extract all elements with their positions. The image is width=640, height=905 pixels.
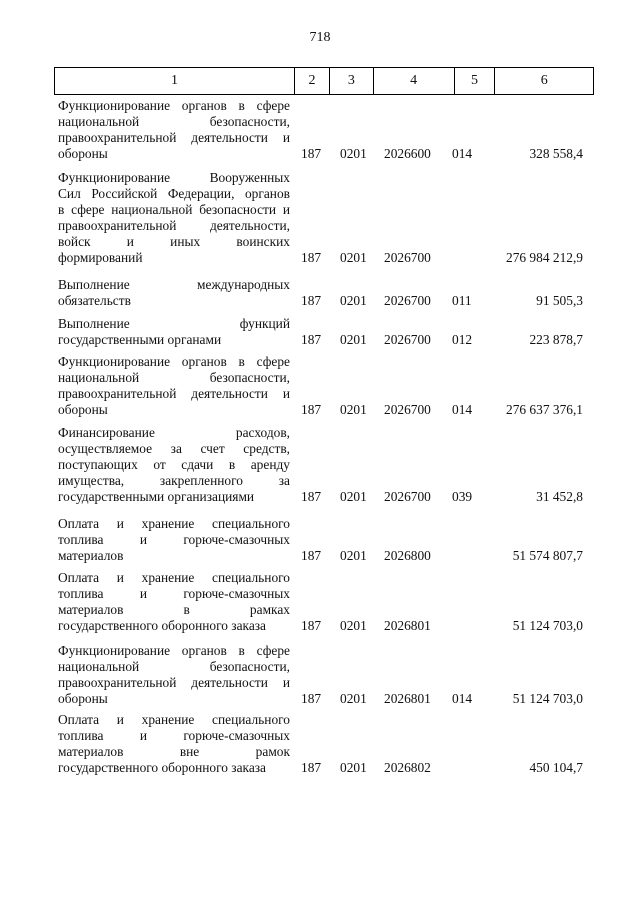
description-line: войск и иных воинских: [58, 234, 290, 249]
row-code-3: 0201: [340, 548, 367, 563]
row-description: [58, 712, 290, 776]
description-line: правоохранительной деятельности и: [58, 386, 290, 401]
table-row: [58, 98, 590, 162]
description-line: Выполнение международных: [58, 277, 290, 292]
row-code-4: 2026700: [384, 489, 431, 504]
row-amount: 51 124 703,0: [512, 691, 583, 706]
row-amount: 51 124 703,0: [512, 618, 583, 633]
row-code-3: 0201: [340, 250, 367, 265]
row-code-2: 187: [301, 250, 322, 265]
description-line: обороны: [58, 402, 108, 417]
row-code-3: 0201: [340, 489, 367, 504]
row-description: [58, 316, 290, 348]
description-line: формирований: [58, 250, 143, 265]
table-row: [58, 170, 590, 266]
row-code-4: 2026801: [384, 691, 431, 706]
description-line: национальной безопасности,: [58, 370, 290, 385]
row-code-2: 187: [301, 332, 322, 347]
row-code-3: 0201: [340, 293, 367, 308]
row-description: [58, 354, 290, 418]
description-line: Оплата и хранение специального: [58, 516, 290, 531]
row-amount: 328 558,4: [529, 146, 583, 161]
description-line: Оплата и хранение специального: [58, 712, 290, 727]
table-row: [58, 712, 590, 776]
description-line: Сил Российской Федерации, органов: [58, 186, 290, 201]
table-row: [58, 516, 590, 564]
row-amount: 51 574 807,7: [512, 548, 583, 563]
description-line: осуществляемое за счет средств,: [58, 441, 290, 456]
table-row: [58, 316, 590, 348]
description-line: материалов: [58, 548, 124, 563]
header-col-4: 4: [374, 68, 455, 94]
description-line: Функционирование органов в сфере: [58, 98, 290, 113]
row-code-5: 014: [452, 691, 473, 706]
header-col-6: 6: [540, 73, 548, 88]
row-description: [58, 98, 290, 162]
row-description: [58, 425, 290, 505]
row-description: [58, 516, 290, 564]
row-code-2: 187: [301, 760, 322, 775]
description-line: национальной безопасности,: [58, 114, 290, 129]
row-code-2: 187: [301, 146, 322, 161]
row-code-2: 187: [301, 402, 322, 417]
description-line: правоохранительной деятельности и: [58, 130, 290, 145]
description-line: поступающих от сдачи в аренду: [58, 457, 290, 472]
row-code-4: 2026600: [384, 146, 431, 161]
description-line: материалов вне рамок: [58, 744, 290, 759]
row-description: [58, 570, 290, 634]
row-code-3: 0201: [340, 760, 367, 775]
row-code-3: 0201: [340, 402, 367, 417]
description-line: национальной безопасности,: [58, 659, 290, 674]
row-code-5: 014: [452, 146, 473, 161]
description-line: правоохранительной деятельности,: [58, 218, 290, 233]
description-line: Функционирование органов в сфере: [58, 354, 290, 369]
description-line: имущества, закрепленного за: [58, 473, 290, 488]
row-description: [58, 643, 290, 707]
row-code-3: 0201: [340, 146, 367, 161]
row-amount: 31 452,8: [536, 489, 583, 504]
header-col-3: 3: [330, 68, 374, 94]
description-line: обороны: [58, 146, 108, 161]
table-header: [54, 67, 594, 95]
description-line: топлива и горюче-смазочных: [58, 728, 290, 743]
table-row: [58, 570, 590, 634]
description-line: Финансирование расходов,: [58, 425, 290, 440]
row-code-5: 012: [452, 332, 473, 347]
header-col-5: 5: [455, 68, 496, 94]
row-code-2: 187: [301, 489, 322, 504]
description-line: государственного оборонного заказа: [58, 760, 267, 775]
row-amount: 276 984 212,9: [506, 250, 583, 265]
description-line: Оплата и хранение специального: [58, 570, 290, 585]
description-line: в сфере национальной безопасности и: [58, 202, 290, 217]
description-line: государственными органами: [58, 332, 222, 347]
row-code-2: 187: [301, 691, 322, 706]
page-number: 718: [309, 30, 331, 45]
description-line: Функционирование органов в сфере: [58, 643, 290, 658]
row-code-4: 2026802: [384, 760, 431, 775]
row-code-4: 2026700: [384, 293, 431, 308]
description-line: обороны: [58, 691, 108, 706]
row-code-4: 2026700: [384, 250, 431, 265]
row-code-2: 187: [301, 293, 322, 308]
row-amount: 276 637 376,1: [506, 402, 583, 417]
row-code-4: 2026700: [384, 402, 431, 417]
row-code-3: 0201: [340, 691, 367, 706]
description-line: топлива и горюче-смазочных: [58, 532, 290, 547]
table-row: [58, 425, 590, 505]
row-code-5: 039: [452, 489, 473, 504]
row-code-3: 0201: [340, 332, 367, 347]
row-amount: 450 104,7: [529, 760, 583, 775]
description-line: Функционирование Вооруженных: [58, 170, 290, 185]
row-code-4: 2026700: [384, 332, 431, 347]
description-line: материалов в рамках: [58, 602, 290, 617]
description-line: обязательств: [58, 293, 131, 308]
row-code-5: 011: [452, 293, 472, 308]
row-description: [58, 170, 290, 266]
row-code-4: 2026801: [384, 618, 431, 633]
description-line: государственного оборонного заказа: [58, 618, 267, 633]
header-col-2: 2: [295, 68, 330, 94]
row-code-2: 187: [301, 548, 322, 563]
row-amount: 91 505,3: [536, 293, 583, 308]
description-line: правоохранительной деятельности и: [58, 675, 290, 690]
description-line: Выполнение функций: [58, 316, 290, 331]
description-line: топлива и горюче-смазочных: [58, 586, 290, 601]
table-row: [58, 277, 590, 309]
row-code-3: 0201: [340, 618, 367, 633]
row-code-5: 014: [452, 402, 473, 417]
row-description: [58, 277, 290, 309]
header-col-1: 1: [55, 68, 295, 94]
description-line: государственными организациями: [58, 489, 255, 504]
row-code-2: 187: [301, 618, 322, 633]
row-amount: 223 878,7: [529, 332, 583, 347]
table-row: [58, 354, 590, 418]
table-row: [58, 643, 590, 707]
row-code-4: 2026800: [384, 548, 431, 563]
